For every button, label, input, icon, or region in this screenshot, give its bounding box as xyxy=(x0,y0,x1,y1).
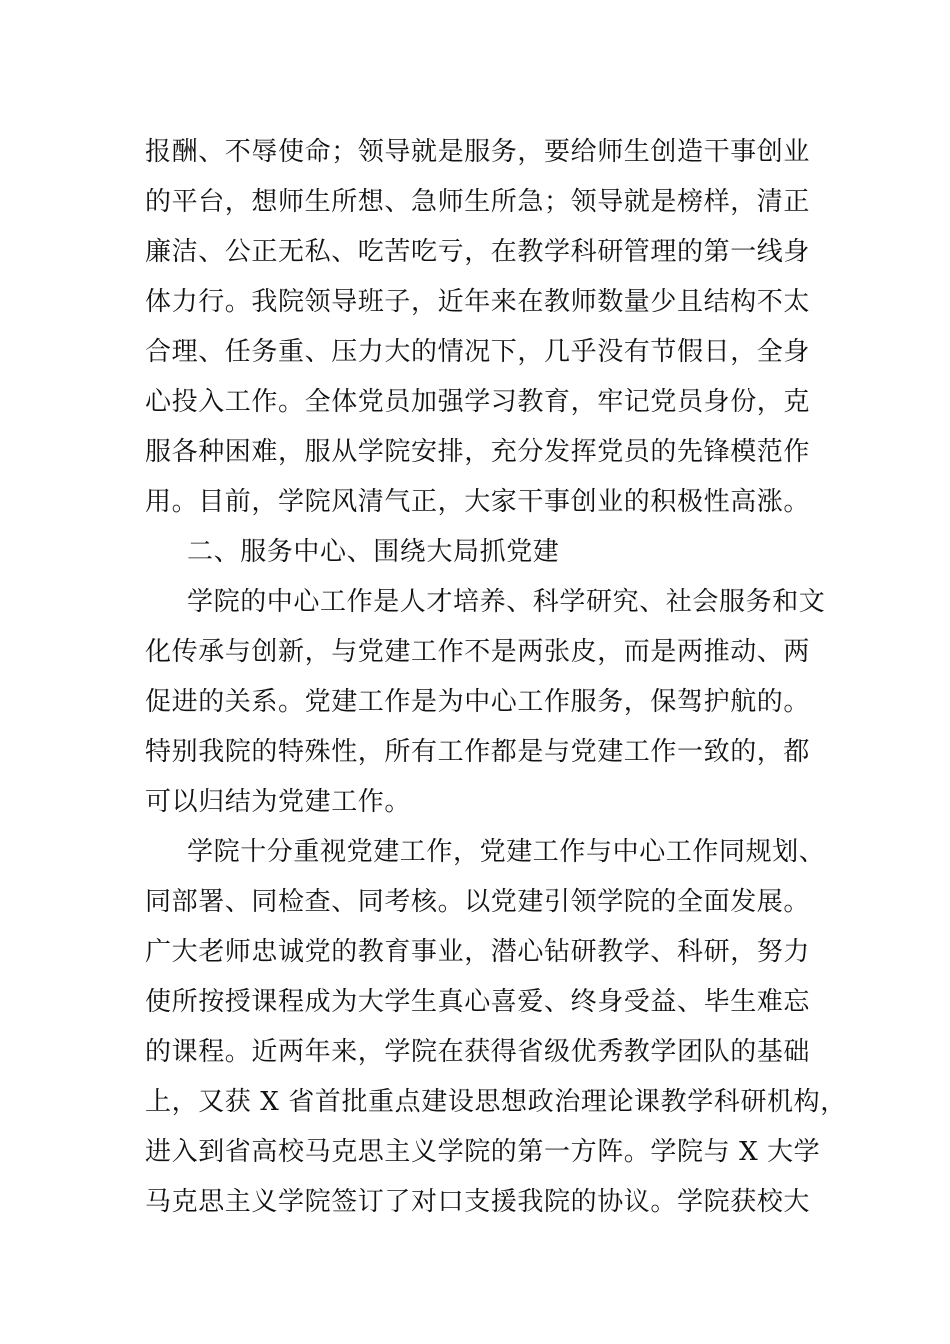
paragraph-line: 合理、任务重、压力大的情况下，几乎没有节假日，全身 xyxy=(145,337,811,367)
paragraph-line: 广大老师忠诚党的教育事业，潜心钻研教学、科研，努力 xyxy=(145,937,811,967)
paragraph-line: 学院的中心工作是人才培养、科学研究、社会服务和文 xyxy=(187,587,826,617)
paragraph-line: 用。目前，学院风清气正，大家干事创业的积极性高涨。 xyxy=(145,487,811,517)
paragraph-line: 特别我院的特殊性，所有工作都是与党建工作一致的，都 xyxy=(145,737,811,767)
paragraph-line: 可以归结为党建工作。 xyxy=(145,787,412,817)
paragraph-line: 服各种困难，服从学院安排，充分发挥党员的先锋模范作 xyxy=(145,437,811,467)
paragraph-line: 心投入工作。全体党员加强学习教育，牢记党员身份，克 xyxy=(145,387,811,417)
paragraph-line: 上，又获 X 省首批重点建设思想政治理论课教学科研机构， xyxy=(145,1087,847,1117)
paragraph-line: 同部署、同检查、同考核。以党建引领学院的全面发展。 xyxy=(145,887,811,917)
paragraph-line: 廉洁、公正无私、吃苦吃亏，在教学科研管理的第一线身 xyxy=(145,237,811,267)
paragraph-line: 的课程。近两年来，学院在获得省级优秀教学团队的基础 xyxy=(145,1037,811,1067)
paragraph-line: 马克思主义学院签订了对口支援我院的协议。学院获校大 xyxy=(145,1187,811,1217)
paragraph-line: 化传承与创新，与党建工作不是两张皮，而是两推动、两 xyxy=(145,637,811,667)
paragraph-line: 促进的关系。党建工作是为中心工作服务，保驾护航的。 xyxy=(145,687,811,717)
paragraph-line: 进入到省高校马克思主义学院的第一方阵。学院与 X 大学 xyxy=(145,1137,821,1167)
paragraph-line: 的平台，想师生所想、急师生所急；领导就是榜样，清正 xyxy=(145,187,811,217)
paragraph-line: 使所按授课程成为大学生真心喜爱、终身受益、毕生难忘 xyxy=(145,987,811,1017)
paragraph-line: 学院十分重视党建工作，党建工作与中心工作同规划、 xyxy=(187,837,826,867)
paragraph-line: 报酬、不辱使命；领导就是服务，要给师生创造干事创业 xyxy=(145,137,811,167)
paragraph-line: 体力行。我院领导班子，近年来在教师数量少且结构不太 xyxy=(145,287,811,317)
section-heading: 二、服务中心、围绕大局抓党建 xyxy=(187,537,560,567)
